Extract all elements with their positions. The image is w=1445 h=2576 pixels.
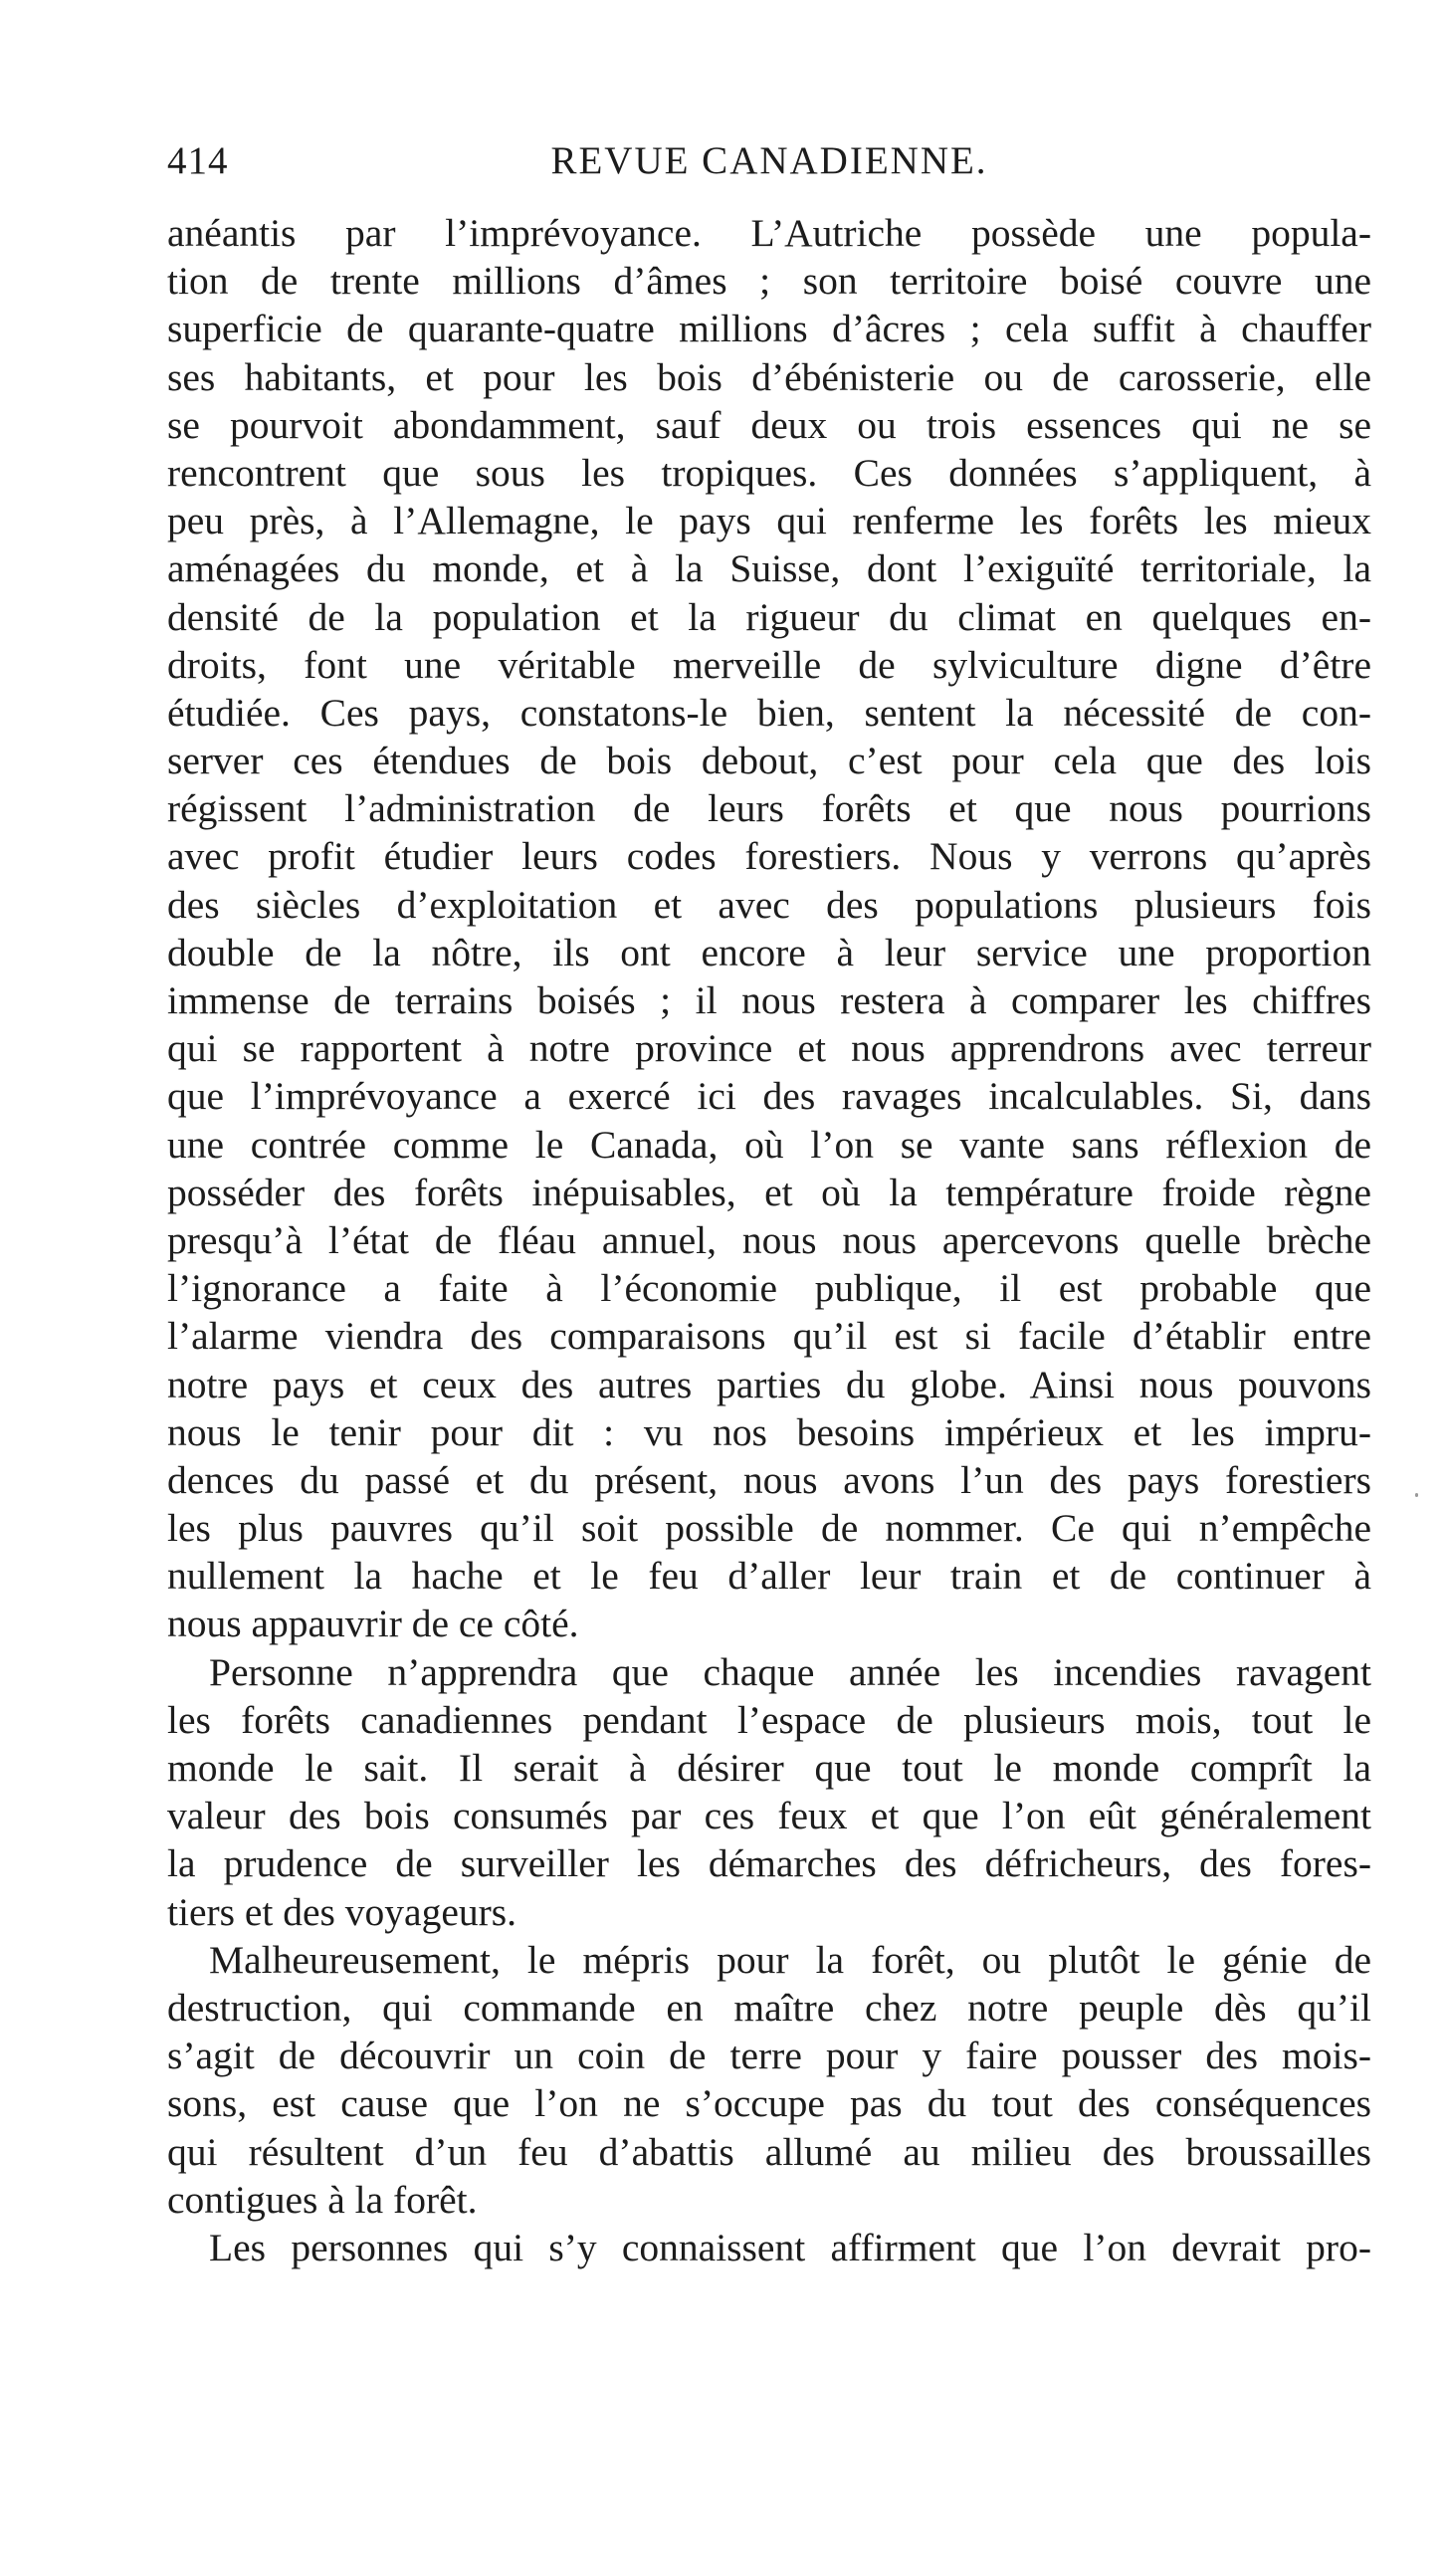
text-line: superficie de quarante-quatre millions d’âcres ; cela suffit à chauffer (167, 307, 1371, 351)
text-line: densité de la population et la rigueur du climat en quelques en- (167, 594, 1371, 639)
print-speck (1415, 1493, 1418, 1497)
paragraph (167, 1936, 1371, 2224)
text-line: les plus pauvres qu’il soit possible de nommer. Ce qui n’empêche (167, 1506, 1371, 1551)
text-line: avec profit étudier leurs codes forestiers. Nous y verrons qu’après (167, 834, 1371, 879)
text-line: qui résultent d’un feu d’abattis allumé au milieu des broussailles (167, 2129, 1371, 2174)
text-line: l’ignorance a faite à l’économie publique, il est probable que (167, 1266, 1371, 1311)
text-line: valeur des bois consumés par ces feux et que l’on eût généralement (167, 1794, 1371, 1838)
text-line: qui se rapportent à notre province et nous apprendrons avec terreur (167, 1026, 1371, 1071)
text-line: contigues à la forêt. (167, 2177, 478, 2222)
text-line: aménagées du monde, et à la Suisse, dont l’exiguïté territoriale, la (167, 546, 1371, 591)
text-line: notre pays et ceux des autres parties du globe. Ainsi nous pouvons (167, 1362, 1371, 1406)
text-line: presqu’à l’état de fléau annuel, nous nous apercevons quelle brèche (167, 1217, 1371, 1262)
text-line: étudiée. Ces pays, constatons-le bien, sentent la nécessité de con- (167, 690, 1371, 735)
journal-title: REVUE CANADIENNE. (550, 139, 988, 182)
text-line: nous appauvrir de ce côté. (167, 1602, 579, 1646)
text-line: double de la nôtre, ils ont encore à leur service une proportion (167, 930, 1371, 974)
text-line: dences du passé et du présent, nous avons l’un des pays forestiers (167, 1457, 1371, 1502)
page-number: 414 (167, 139, 229, 182)
text-line: immense de terrains boisés ; il nous restera à comparer les chiffres (167, 978, 1371, 1022)
text-line: peu près, à l’Allemagne, le pays qui renferme les forêts les mieux (167, 499, 1371, 543)
text-line: rencontrent que sous les tropiques. Ces données s’appliquent, à (167, 450, 1371, 495)
text-line: ses habitants, et pour les bois d’ébénisterie ou de carosserie, elle (167, 354, 1371, 399)
text-line: des siècles d’exploitation et avec des populations plusieurs fois (167, 882, 1371, 927)
text-line: régissent l’administration de leurs forêts et que nous pourrions (167, 786, 1371, 831)
paragraph (167, 2224, 1371, 2271)
text-line: tiers et des voyageurs. (167, 1889, 517, 1934)
text-line: nullement la hache et le feu d’aller leur train et de continuer à (167, 1554, 1371, 1599)
text-line: anéantis par l’imprévoyance. L’Autriche possède une popula- (167, 211, 1371, 255)
text-line: tion de trente millions d’âmes ; son territoire boisé couvre une (167, 259, 1371, 304)
text-line: posséder des forêts inépuisables, et où la température froide règne (167, 1170, 1371, 1214)
paragraph (167, 209, 1371, 1648)
running-header (167, 131, 1371, 191)
text-line: s’agit de découvrir un coin de terre pour y faire pousser des mois- (167, 2034, 1371, 2078)
text-line: les forêts canadiennes pendant l’espace de plusieurs mois, tout le (167, 1697, 1371, 1742)
text-line: sons, est cause que l’on ne s’occupe pas du tout des conséquences (167, 2081, 1371, 2126)
text-line: destruction, qui commande en maître chez notre peuple dès qu’il (167, 1985, 1371, 2030)
text-line: Personne n’apprendra que chaque année les incendies ravagent (209, 1649, 1371, 1694)
paragraph (167, 1648, 1371, 1936)
text-line: l’alarme viendra des comparaisons qu’il est si facile d’établir entre (167, 1314, 1371, 1359)
text-line: que l’imprévoyance a exercé ici des ravages incalculables. Si, dans (167, 1074, 1371, 1119)
text-line: Malheureusement, le mépris pour la forêt, ou plutôt le génie de (209, 1937, 1371, 1982)
article-body (167, 209, 1371, 2271)
text-line: monde le sait. Il serait à désirer que tout le monde comprît la (167, 1746, 1371, 1790)
text-line: droits, font une véritable merveille de sylviculture digne d’être (167, 642, 1371, 687)
text-line: nous le tenir pour dit : vu nos besoins impérieux et les impru- (167, 1409, 1371, 1454)
text-line: une contrée comme le Canada, où l’on se vante sans réflexion de (167, 1122, 1371, 1167)
text-line: se pourvoit abondamment, sauf deux ou trois essences qui ne se (167, 402, 1371, 447)
text-line: Les personnes qui s’y connaissent affirment que l’on devrait pro- (209, 2225, 1371, 2269)
text-line: la prudence de surveiller les démarches des défricheurs, des fores- (167, 1841, 1371, 1886)
text-line: server ces étendues de bois debout, c’est pour cela que des lois (167, 739, 1371, 783)
